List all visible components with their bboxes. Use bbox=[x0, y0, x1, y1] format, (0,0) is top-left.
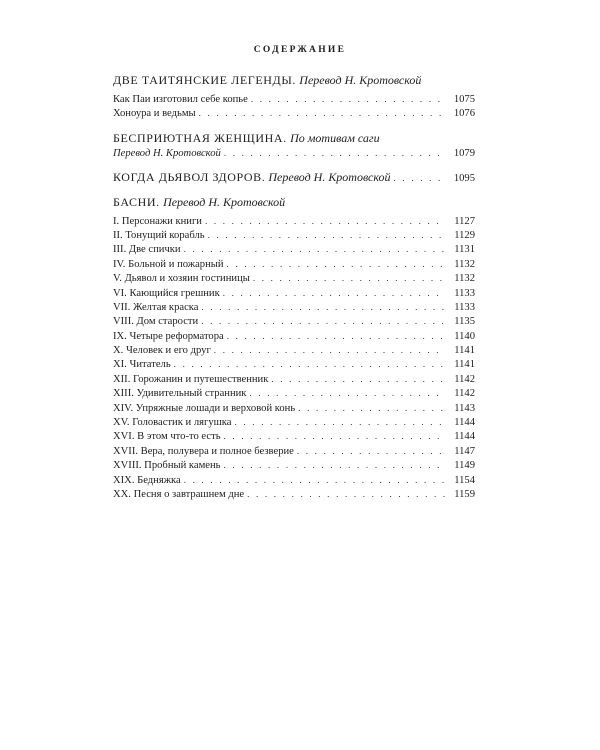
entry-label: IX. Четыре реформатора bbox=[113, 330, 224, 342]
entry-label: XVI. В этом что-то есть bbox=[113, 431, 221, 443]
toc-entry[interactable] bbox=[113, 487, 475, 501]
dot-leader bbox=[227, 329, 445, 343]
entry-page: 1142 bbox=[454, 373, 475, 385]
entry-page: 1133 bbox=[454, 287, 475, 299]
entry-label: VIII. Дом старости bbox=[113, 316, 199, 328]
dot-leader bbox=[223, 286, 445, 300]
entry-page: 1141 bbox=[454, 345, 475, 357]
dot-leader bbox=[247, 487, 445, 501]
dot-leader bbox=[201, 300, 445, 314]
toc-entry[interactable] bbox=[113, 415, 475, 429]
entry-page: 1144 bbox=[454, 417, 475, 429]
entry-label: VI. Кающийся грешник bbox=[113, 287, 220, 299]
dot-leader bbox=[205, 214, 445, 228]
toc-entry[interactable] bbox=[113, 314, 475, 328]
section-heading-tahiti[interactable] bbox=[113, 73, 475, 88]
toc-entry[interactable] bbox=[113, 300, 475, 314]
entry-page: 1135 bbox=[454, 316, 475, 328]
dot-leader bbox=[184, 242, 445, 256]
toc-entry[interactable] bbox=[113, 92, 475, 106]
dot-leader bbox=[249, 386, 445, 400]
entry-label: XIX. Бедняжка bbox=[113, 474, 181, 486]
section-heading-homeless[interactable] bbox=[113, 131, 475, 146]
dot-leader bbox=[224, 458, 445, 472]
section-heading-fables[interactable] bbox=[113, 195, 475, 210]
entry-page: 1147 bbox=[454, 445, 475, 457]
dot-leader bbox=[298, 401, 445, 415]
toc-entry[interactable] bbox=[113, 242, 475, 256]
section-subtitle: По мотивам саги bbox=[290, 130, 380, 145]
entry-page: 1132 bbox=[454, 273, 475, 285]
section-translator: Перевод Н. Кротовской bbox=[268, 170, 391, 185]
dot-leader bbox=[271, 372, 445, 386]
toc-entry[interactable] bbox=[113, 214, 475, 228]
toc-entry[interactable] bbox=[113, 458, 475, 472]
toc-entry[interactable] bbox=[113, 372, 475, 386]
dot-leader bbox=[184, 473, 445, 487]
toc-entry[interactable] bbox=[113, 386, 475, 400]
dot-leader bbox=[208, 228, 445, 242]
dot-leader bbox=[201, 314, 445, 328]
toc-entry[interactable] bbox=[113, 170, 475, 184]
entry-label: Хоноура и ведьмы bbox=[113, 108, 196, 120]
entry-page: 1076 bbox=[453, 108, 475, 120]
dot-leader bbox=[214, 343, 445, 357]
toc-entry[interactable] bbox=[113, 228, 475, 242]
toc-entry[interactable] bbox=[113, 473, 475, 487]
entry-page: 1095 bbox=[453, 173, 475, 185]
section-title: БЕСПРИЮТНАЯ ЖЕНЩИНА. bbox=[113, 130, 287, 145]
toc-entry[interactable] bbox=[113, 329, 475, 343]
dot-leader bbox=[297, 444, 445, 458]
dot-leader bbox=[251, 92, 445, 106]
section-title: БАСНИ. bbox=[113, 194, 160, 209]
section-translator: Перевод Н. Кротовской bbox=[163, 194, 286, 209]
dot-leader bbox=[199, 106, 445, 120]
entry-page: 1144 bbox=[454, 431, 475, 443]
toc-entry[interactable] bbox=[113, 257, 475, 271]
entry-label: IV. Больной и пожарный bbox=[113, 258, 224, 270]
entry-label: Перевод Н. Кротовской bbox=[113, 147, 221, 159]
entry-page: 1154 bbox=[454, 474, 475, 486]
entry-label: Как Паи изготовил себе копье bbox=[113, 94, 248, 105]
entry-label: X. Человек и его друг bbox=[113, 345, 211, 357]
toc-entry[interactable] bbox=[113, 444, 475, 458]
entry-page: 1127 bbox=[454, 215, 475, 227]
entry-label: II. Тонущий корабль bbox=[113, 229, 205, 241]
entry-page: 1143 bbox=[454, 402, 475, 414]
dot-leader bbox=[394, 171, 445, 185]
entry-page: 1131 bbox=[454, 244, 475, 256]
fables-item-list bbox=[113, 214, 475, 502]
entry-label: III. Две спички bbox=[113, 244, 181, 256]
dot-leader bbox=[174, 357, 445, 371]
toc-entry[interactable] bbox=[113, 357, 475, 371]
toc-entry[interactable] bbox=[113, 271, 475, 285]
entry-label: XVII. Вера, полувера и полное безверие bbox=[113, 445, 294, 457]
toc-entry[interactable] bbox=[113, 286, 475, 300]
section-title: ДВЕ ТАИТЯНСКИЕ ЛЕГЕНДЫ. bbox=[113, 73, 296, 87]
entry-label: V. Дьявол и хозяин гостиницы bbox=[113, 273, 250, 285]
entry-label: XX. Песня о завтрашнем дне bbox=[113, 488, 245, 500]
entry-label: VII. Желтая краска bbox=[113, 301, 199, 313]
entry-label: XI. Читатель bbox=[113, 359, 171, 371]
table-of-contents bbox=[113, 73, 475, 501]
toc-entry[interactable] bbox=[113, 146, 475, 160]
toc-entry[interactable] bbox=[113, 343, 475, 357]
section-title: КОГДА ДЬЯВОЛ ЗДОРОВ. bbox=[113, 170, 266, 185]
entry-label bbox=[113, 170, 391, 184]
entry-page: 1142 bbox=[454, 388, 475, 400]
dot-leader bbox=[235, 415, 446, 429]
dot-leader bbox=[224, 146, 445, 160]
section-translator: Перевод Н. Кротовской bbox=[299, 73, 422, 87]
page-title: СОДЕРЖАНИЕ bbox=[253, 45, 347, 55]
dot-leader bbox=[224, 429, 445, 443]
entry-page: 1132 bbox=[454, 258, 475, 270]
entry-page: 1079 bbox=[453, 147, 475, 159]
entry-label: I. Персонажи книги bbox=[113, 215, 202, 227]
entry-label: XIII. Удивительный странник bbox=[113, 388, 247, 400]
toc-entry[interactable] bbox=[113, 401, 475, 415]
entry-label: XII. Горожанин и путешественник bbox=[113, 373, 269, 385]
entry-page: 1149 bbox=[454, 460, 475, 472]
toc-entry[interactable] bbox=[113, 429, 475, 443]
entry-page: 1141 bbox=[454, 359, 475, 371]
entry-page: 1075 bbox=[453, 94, 475, 105]
tahiti-item-list bbox=[113, 92, 475, 121]
entry-page: 1140 bbox=[454, 330, 475, 342]
entry-label: XV. Головастик и лягушка bbox=[113, 417, 232, 429]
dot-leader bbox=[227, 257, 445, 271]
entry-label: XVIII. Пробный камень bbox=[113, 460, 221, 472]
entry-label: XIV. Упряжные лошади и верховой конь bbox=[113, 402, 296, 414]
toc-entry[interactable] bbox=[113, 106, 475, 120]
dot-leader bbox=[253, 271, 445, 285]
entry-page: 1129 bbox=[454, 229, 475, 241]
entry-page: 1159 bbox=[454, 488, 475, 500]
entry-page: 1133 bbox=[454, 301, 475, 313]
